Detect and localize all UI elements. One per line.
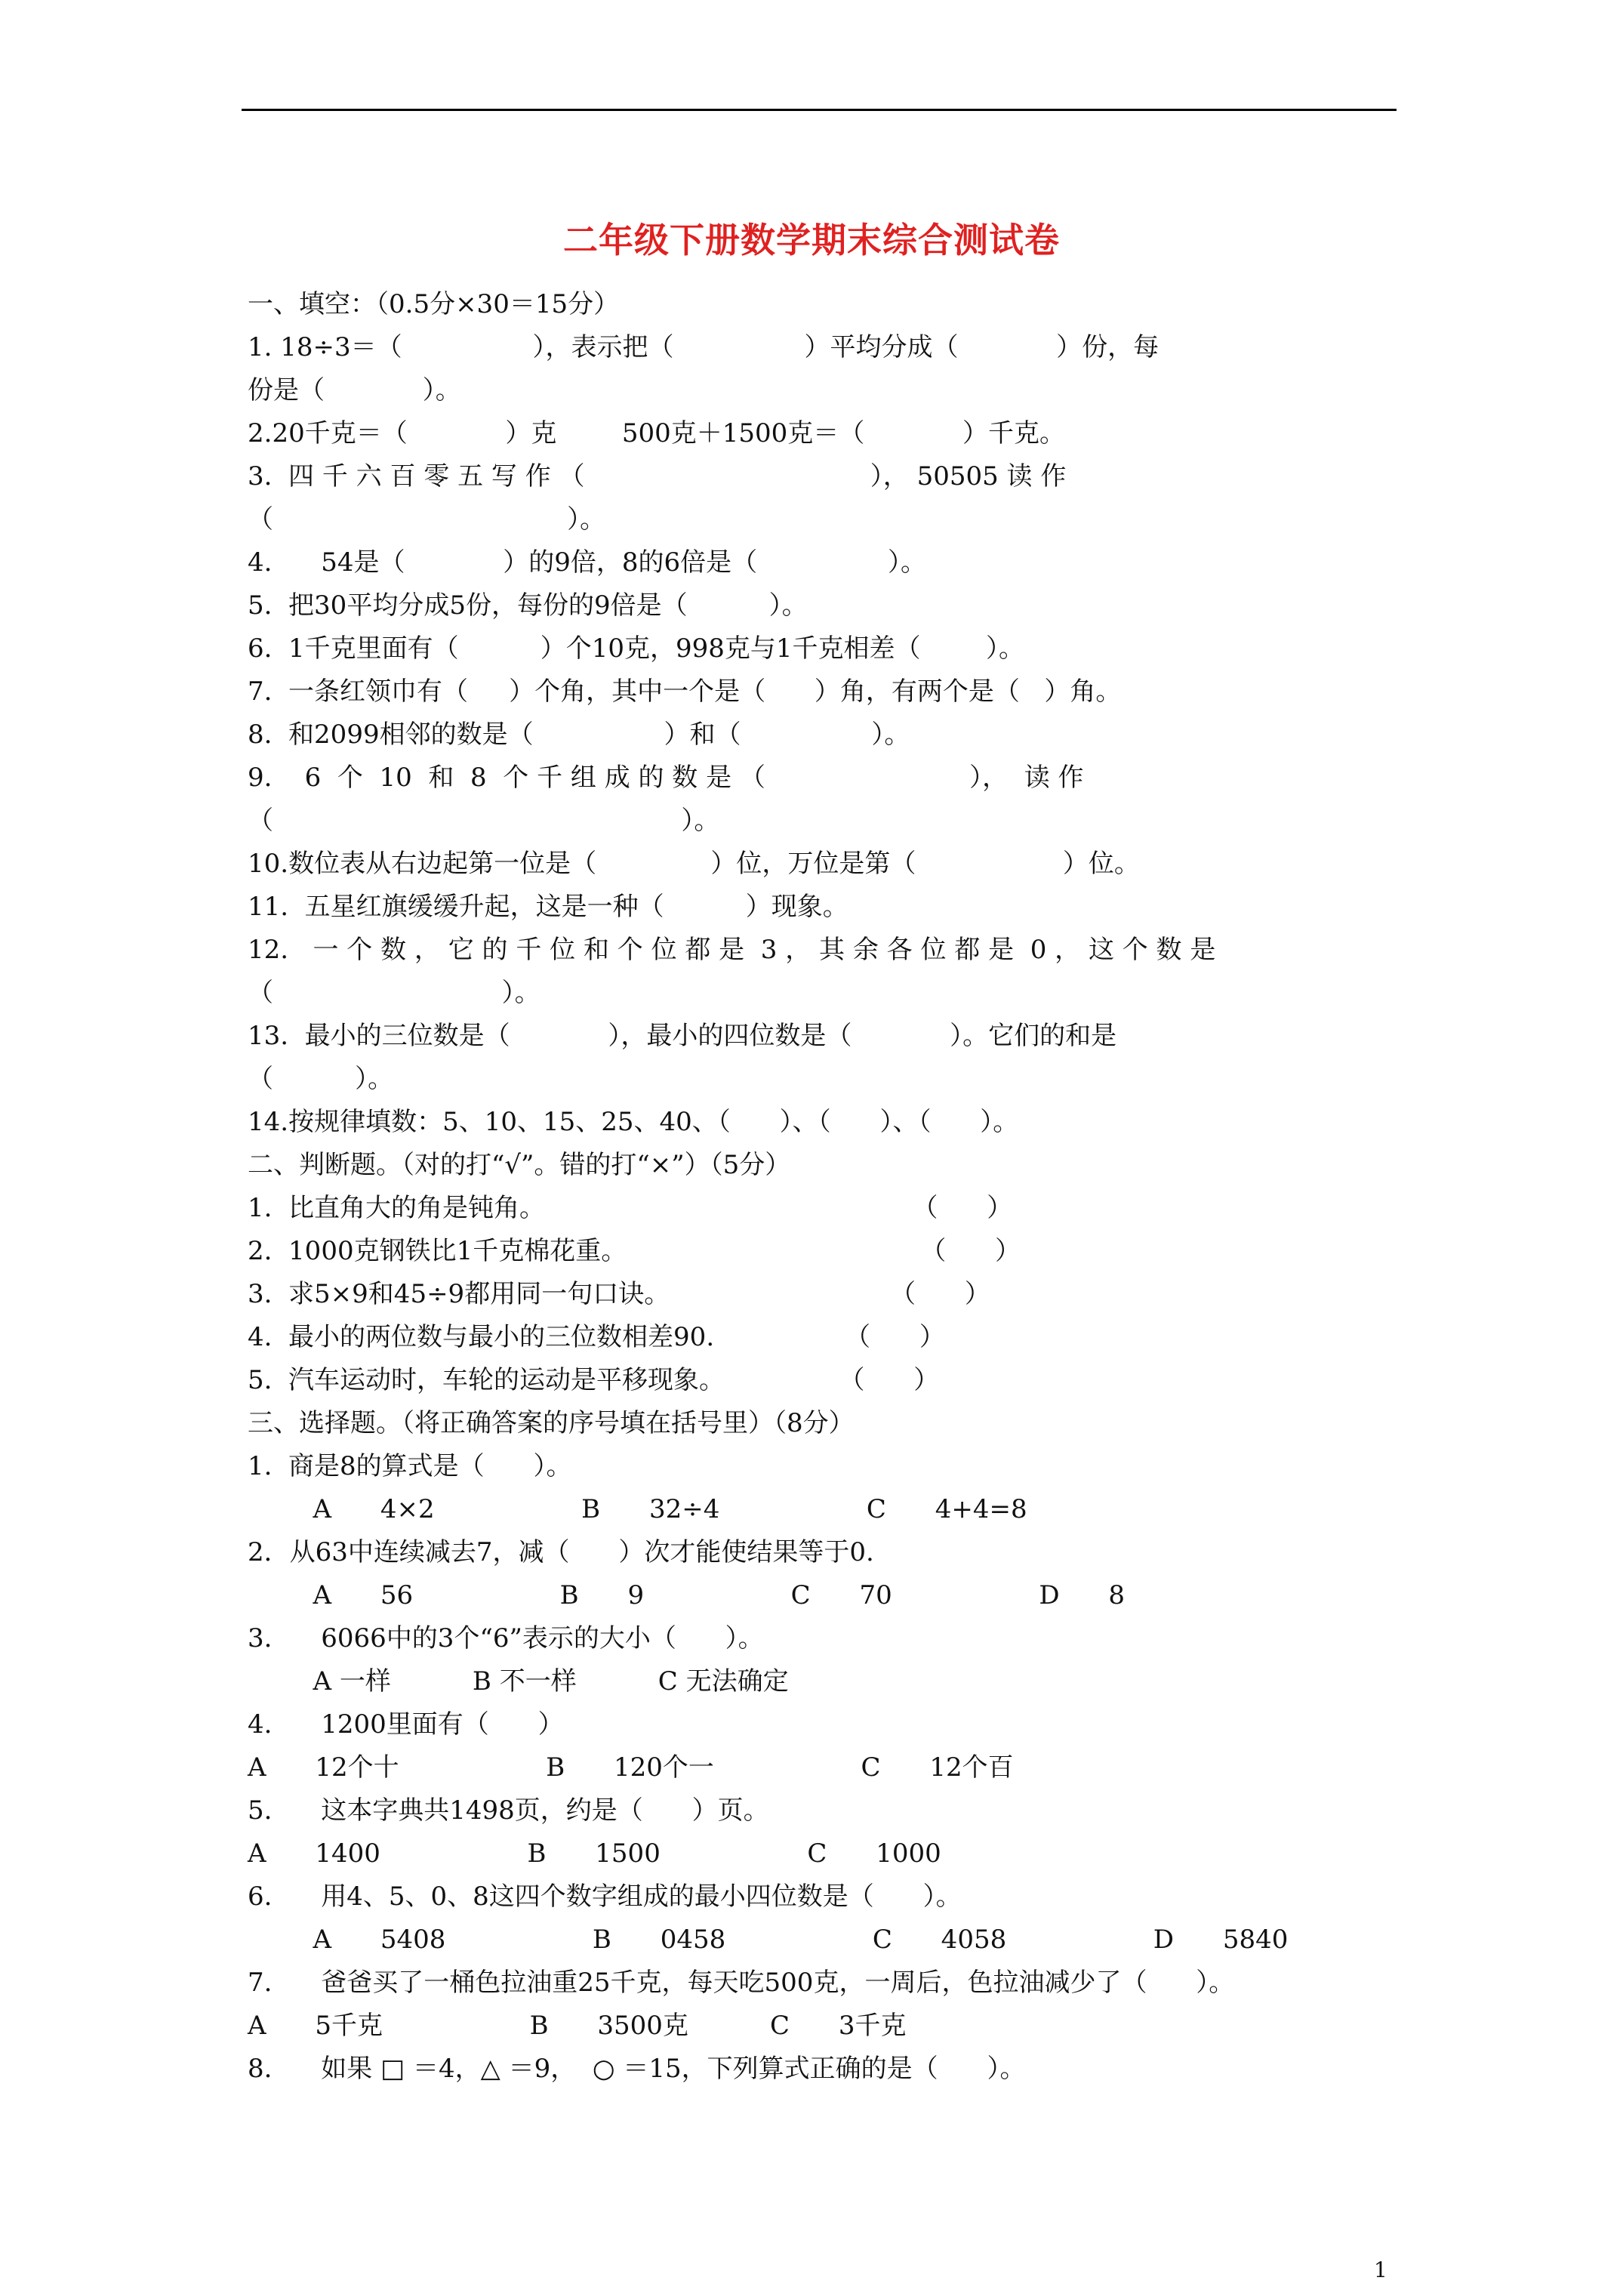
text-line: A 一样 B 不一样 C 无法确定 [248, 1666, 789, 1697]
text-line: 5. 把30平均分成5份，每份的9倍是（ ）。 [248, 590, 808, 621]
text-line: 4. 54是（ ）的9倍，8的6倍是（ ）。 [248, 547, 927, 578]
text-line: 1. 18÷3＝（ ），表示把（ ）平均分成（ ）份，每 [248, 332, 1160, 362]
text-line: 6. 用4、5、0、8这四个数字组成的最小四位数是（ ）。 [248, 1881, 962, 1912]
text-line: 7. 一条红领巾有（ ）个角，其中一个是（ ）角，有两个是（ ）角。 [248, 676, 1122, 707]
text-line: 1. 商是8的算式是（ ）。 [248, 1451, 572, 1481]
text-line: A 5千克 B 3500克 C 3千克 [248, 2011, 907, 2041]
text-line: 3. 求5×9和45÷9都用同一句口诀。 （ ） [248, 1279, 990, 1309]
text-line: （ ）。 [248, 1064, 394, 1094]
text-line: A 56 B 9 C 70 D 8 [248, 1580, 1126, 1610]
text-line: A 12个十 B 120个一 C 12个百 [248, 1752, 1014, 1783]
text-line: 11. 五星红旗缓缓升起，这是一种（ ）现象。 [248, 892, 848, 922]
text-line: 3. 6066中的3个“6”表示的大小（ ）。 [248, 1623, 764, 1653]
text-line: 1. 比直角大的角是钝角。 （ ） [248, 1193, 1013, 1223]
text-line: 8. 和2099相邻的数是（ ）和（ ）。 [248, 720, 910, 750]
page-title: 二年级下册数学期末综合测试卷 [563, 220, 1060, 260]
text-line: 9. 6 个 10 和 8 个 千 组 成 的 数 是 （ ）， 读 作 [248, 763, 1084, 793]
text-line: （ ）。 [248, 806, 720, 836]
text-line: A 4×2 B 32÷4 C 4+4=8 [248, 1494, 1027, 1524]
text-line: 2. 1000克钢铁比1千克棉花重。 （ ） [248, 1236, 1021, 1266]
text-line: 10.数位表从右边起第一位是（ ）位，万位是第（ ）位。 [248, 849, 1140, 879]
text-line: 7. 爸爸买了一桶色拉油重25千克，每天吃500克，一周后，色拉油减少了（ ）。 [248, 1968, 1235, 1998]
text-line: 2．从63中连续减去7，减（ ）次才能使结果等于0. [248, 1537, 874, 1567]
text-line: 4. 1200里面有（ ） [248, 1709, 564, 1740]
text-line: 12. 一 个 数 ， 它 的 千 位 和 个 位 都 是 3 ， 其 余 各 位 都 是 0 ， 这 个 数 是 [248, 935, 1216, 965]
page-number: 1 [1374, 2257, 1387, 2282]
text-line: 14.按规律填数：5、10、15、25、40、（ ）、（ ）、（ ）。 [248, 1107, 1019, 1137]
text-line: 2.20千克＝（ ）克 500克＋1500克＝（ ）千克。 [248, 418, 1065, 448]
text-line: 3. 四 千 六 百 零 五 写 作 （ ）， 50505 读 作 [248, 461, 1067, 492]
text-line: 三、选择题。（将正确答案的序号填在括号里）（8分） [248, 1408, 855, 1438]
text-line: A 1400 B 1500 C 1000 [248, 1838, 941, 1869]
text-line: 13. 最小的三位数是（ ），最小的四位数是（ ）。它们的和是 [248, 1021, 1117, 1051]
text-line: 4. 最小的两位数与最小的三位数相差90. （ ） [248, 1322, 945, 1352]
text-line: 一、填空：（0.5分×30＝15分） [248, 289, 620, 319]
text-line: 8. 如果 □ ＝4，△ ＝9， ○ ＝15，下列算式正确的是（ ）。 [248, 2054, 1026, 2084]
text-line: 份是（ ）。 [248, 375, 461, 405]
text-line: 5. 汽车运动时，车轮的运动是平移现象。 （ ） [248, 1365, 940, 1395]
text-line: 5. 这本字典共1498页，约是（ ）页。 [248, 1795, 769, 1826]
text-line: （ ）。 [248, 978, 540, 1008]
text-line: A 5408 B 0458 C 4058 D 5840 [248, 1925, 1289, 1955]
text-line: （ ）。 [248, 504, 606, 535]
header-rule [242, 109, 1397, 111]
text-line: 6. 1千克里面有（ ）个10克，998克与1千克相差（ ）。 [248, 633, 1025, 664]
text-line: 二、判断题。（对的打“√”。错的打“×”）（5分） [248, 1150, 791, 1180]
